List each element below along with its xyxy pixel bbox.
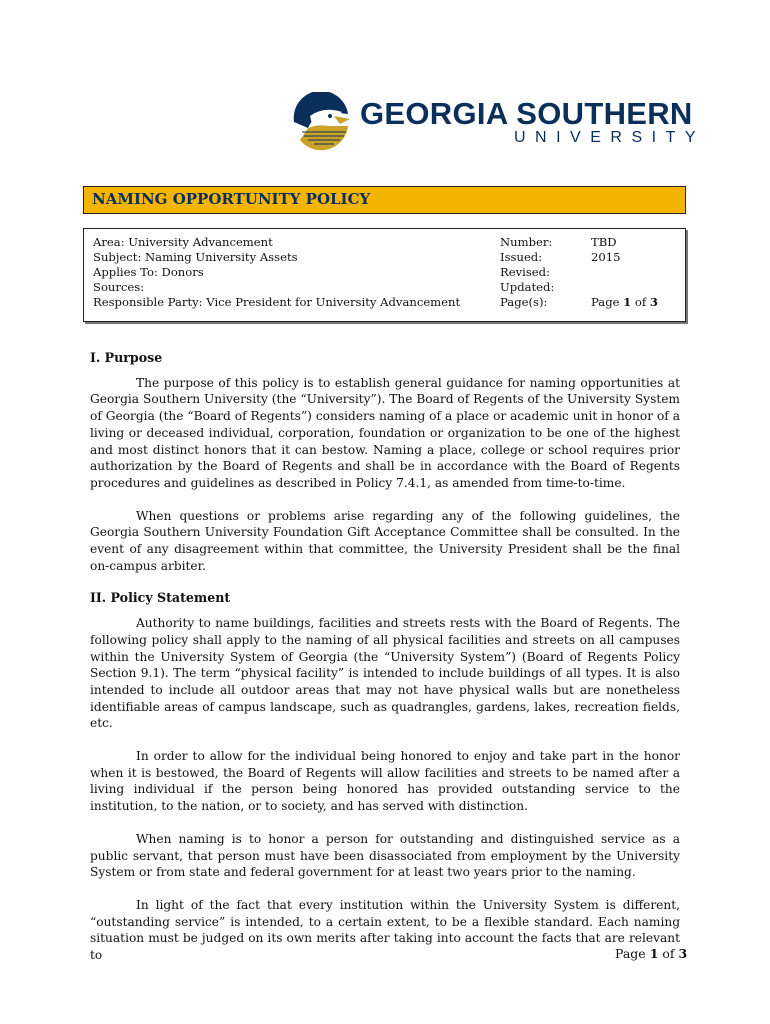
label-issued: Issued:	[500, 250, 543, 264]
policy-paragraph-4: In light of the fact that every institution within the University System is different, “outstanding service” is intended, to a certain extent, to be a flexible standard. Each naming situation must be judged on its own merits after taking into account the facts that are relevant to	[90, 897, 680, 963]
policy-title: NAMING OPPORTUNITY POLICY	[92, 190, 371, 208]
info-applies-to: Applies To: Donors	[93, 265, 204, 279]
purpose-paragraph-1: The purpose of this policy is to establish general guidance for naming opportunities at Georgia Southern University (the “University”). The Board of Regents of the University System of Georgia (the “Board of Regents”) considers naming of a place or academic unit in honor of a living or deceased individual, corporation, foundation or organization to be one of the highest and most distinct honors that it can bestow. Naming a place, college or school requires prior authorization by the Board of Regents and shall be in accordance with the Board of Regents procedures and guidelines as described in Policy 7.4.1, as amended from time-to-time.	[90, 375, 680, 490]
policy-info-box	[83, 228, 686, 322]
page-footer: Page 1 of 3	[615, 946, 688, 961]
value-issued: 2015	[591, 250, 621, 264]
label-updated: Updated:	[500, 280, 555, 294]
info-responsible-party: Responsible Party: Vice President for University Advancement	[93, 295, 461, 309]
policy-paragraph-3: When naming is to honor a person for outstanding and distinguished service as a public servant, that person must have been disassociated from employment by the University System or from state and federal government for at least two years prior to the naming.	[90, 831, 680, 880]
info-subject: Subject: Naming University Assets	[93, 250, 298, 264]
info-left-column	[93, 235, 460, 310]
eagle-icon	[290, 92, 352, 154]
label-revised: Revised:	[500, 265, 550, 279]
value-updated	[591, 280, 658, 295]
label-number: Number:	[500, 235, 553, 249]
purpose-paragraph-2: When questions or problems arise regarding any of the following guidelines, the Georgia Southern University Foundation Gift Acceptance Committee shall be consulted. In the event of any disagreement within that committee, the University President shall be the final on-campus arbiter.	[90, 508, 680, 573]
info-value-column	[591, 235, 658, 310]
label-pages: Page(s):	[500, 295, 548, 309]
info-sources: Sources:	[93, 280, 145, 294]
value-number: TBD	[591, 235, 617, 249]
section-heading-purpose: I. Purpose	[90, 350, 163, 365]
policy-paragraph-2: In order to allow for the individual being honored to enjoy and take part in the honor when it is bestowed, the Board of Regents will allow facilities and streets to be named after a living individual if the person being honored has provided outstanding service to the institution, to the nation, or to society, and has served with distinction.	[90, 749, 680, 814]
logo-sub-text: UNIVERSITY	[514, 129, 706, 146]
value-pages: Page 1 of 3	[591, 295, 658, 309]
policy-content	[90, 350, 680, 980]
section-heading-policy-statement: II. Policy Statement	[90, 590, 231, 606]
info-area: Area: University Advancement	[93, 235, 273, 249]
university-logo	[290, 88, 706, 158]
policy-title-bar	[83, 186, 686, 214]
value-revised	[591, 265, 658, 280]
policy-paragraph-1: Authority to name buildings, facilities and streets rests with the Board of Regents. The following policy shall apply to the naming of all physical facilities and streets on all campuses within the University System of Georgia (the “University System”) (Board of Regents Policy Section 9.1). The term “physical facility” is intended to include buildings of all types. It is also intended to include all outdoor areas that may not have physical walls but are nonetheless identifiable areas of campus landscape, such as quadrangles, gardens, lakes, recreation fields, etc.	[90, 616, 680, 731]
logo-main-text: GEORGIA SOUTHERN	[360, 96, 693, 131]
info-label-column	[500, 235, 554, 310]
